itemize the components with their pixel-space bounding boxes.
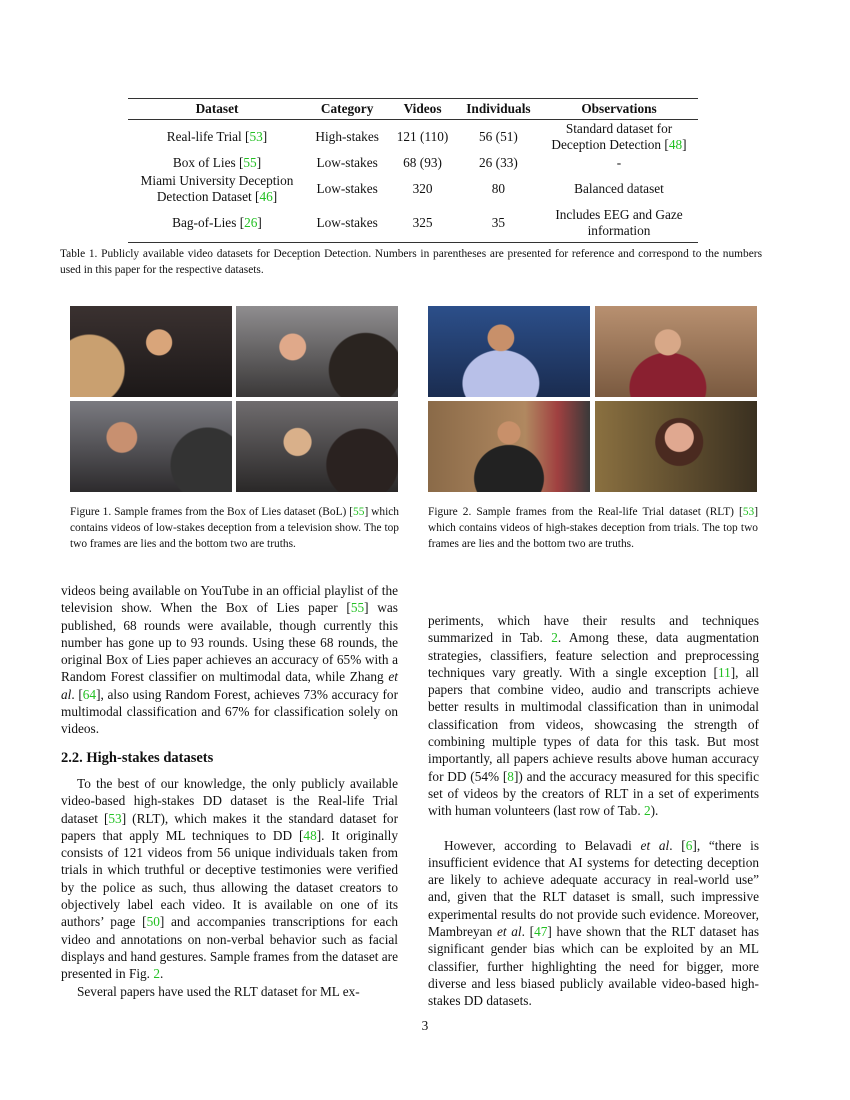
text-run: ] bbox=[682, 137, 687, 152]
cell-videos: 320 bbox=[412, 181, 433, 196]
cell-videos: 325 bbox=[388, 206, 457, 243]
paragraph bbox=[61, 582, 398, 738]
right-column bbox=[428, 612, 759, 1010]
cell-individuals: 80 bbox=[491, 181, 506, 196]
rlt-frame-truth-1 bbox=[428, 401, 590, 492]
cell-dataset bbox=[128, 154, 306, 172]
citation-link[interactable]: 53 bbox=[108, 810, 122, 826]
page-number: 3 bbox=[421, 1018, 429, 1033]
table-row bbox=[128, 172, 698, 206]
citation-link[interactable]: 8 bbox=[507, 768, 514, 784]
text-run: - bbox=[616, 155, 622, 170]
cell-category: Low-stakes bbox=[316, 155, 378, 170]
rlt-frame-truth-2 bbox=[595, 401, 757, 492]
rlt-frame-lie-1 bbox=[428, 306, 590, 397]
datasets-table bbox=[128, 98, 698, 243]
text-run: ). bbox=[650, 803, 659, 819]
text-run: Several papers have used the RLT dataset for ML ex- bbox=[77, 983, 360, 999]
text-run: ] bbox=[272, 189, 278, 204]
text-run: ] bbox=[257, 215, 262, 230]
paragraph bbox=[61, 775, 398, 983]
cell-individuals: 26 (33) bbox=[479, 155, 518, 170]
cell-category: Low-stakes bbox=[316, 181, 378, 196]
citation-link[interactable]: 6 bbox=[685, 837, 693, 853]
rlt-frame-lie-2 bbox=[595, 306, 757, 397]
text-run: Includes EEG and Gaze information bbox=[555, 207, 683, 238]
text-run: Bag-of-Lies [ bbox=[172, 215, 245, 230]
citation-link[interactable]: 53 bbox=[249, 129, 263, 144]
cell-dataset bbox=[128, 172, 306, 206]
cell-individuals: 35 bbox=[457, 206, 540, 243]
text-run: . Among these, data augmentation strategies, classifiers, feature selection and preprocessing techniques vary greatly. With a single exception [ bbox=[428, 630, 759, 680]
text-run: ]) and the accuracy measured for this specific set of videos by the creators of RLT in a set of experiments with human volunteers (last row of Tab. bbox=[428, 768, 759, 819]
text-run: ] was published, 68 rounds were available, though currently this number has gone up to 93 rounds. Using these 68 rounds, the original Box of Lies paper achieves an accuracy of 65% with a Random Forest classifier on multimodal data, while Zhang bbox=[61, 600, 398, 685]
text-run: ]. It originally consists of 121 videos from 56 unique individuals taken from trials in which truthful or deceptive testimonies were verified by the police as such, thus allowing the dataset creators to objectively label each video. It is available on one of its authors’ page [ bbox=[61, 827, 398, 930]
cell-videos: 68 (93) bbox=[403, 155, 442, 170]
cell-individuals: 56 (51) bbox=[479, 129, 518, 144]
citation-link[interactable]: 11 bbox=[717, 664, 731, 680]
citation-link[interactable]: 53 bbox=[742, 506, 755, 518]
text-run: ], “there is insufficient evidence that AI systems for detecting deception are likely to achieve adequate accuracy in real-world use” and, given that the RLT dataset is small, such impressive experimental results do not provide such evidence. Moreover, Mambreyan bbox=[428, 837, 759, 940]
text-run: et al bbox=[640, 837, 670, 853]
text-run: ] and accompanies transcriptions for each video and annotations on non-verbal behavior such as facial displays and hand gestures. Sample frames from the dataset are presented in Fig. bbox=[61, 914, 398, 982]
text-run: . [ bbox=[521, 924, 535, 940]
citation-link[interactable]: 50 bbox=[146, 914, 160, 930]
text-run: Miami University Deception Detection Dataset [ bbox=[140, 173, 294, 204]
cell-category: Low-stakes bbox=[306, 206, 388, 243]
citation-link[interactable]: 48 bbox=[303, 827, 317, 843]
text-run: Box of Lies [ bbox=[172, 155, 244, 170]
table-row bbox=[128, 206, 698, 243]
text-run: Balanced dataset bbox=[574, 181, 664, 196]
text-run: Real-life Trial [ bbox=[166, 129, 250, 144]
cell-observations bbox=[540, 154, 698, 172]
bol-frame-truth-1 bbox=[70, 401, 232, 492]
col-header: Dataset bbox=[128, 99, 306, 120]
text-run: Standard dataset for Deception Detection [ bbox=[551, 121, 673, 152]
bol-frame-lie-2 bbox=[236, 306, 398, 397]
paragraph bbox=[428, 612, 759, 820]
citation-link[interactable]: 55 bbox=[243, 155, 257, 170]
text-run: videos being available on YouTube in an official playlist of the television show. When the Box of Lies paper [ bbox=[61, 583, 398, 616]
text-run: Figure 1. Sample frames from the Box of Lies dataset (BoL) [ bbox=[70, 506, 354, 518]
text-run: ] (RLT), which makes it the standard dataset for papers that apply ML techniques to DD [ bbox=[61, 810, 398, 843]
cell-category: High-stakes bbox=[315, 129, 379, 144]
text-run: ] have shown that the RLT dataset has significant gender bias which can be exploited by an ML classifier, further highlighting the need for bigger, more diverse and less biased publicly available video-based high-stakes DD datasets. bbox=[428, 924, 760, 1009]
table-row bbox=[128, 120, 698, 155]
citation-link[interactable]: 2 bbox=[643, 803, 651, 819]
citation-link[interactable]: 64 bbox=[82, 686, 97, 702]
citation-link[interactable]: 48 bbox=[668, 137, 683, 152]
cell-dataset bbox=[128, 120, 306, 155]
text-run: However, according to Belavadi bbox=[444, 837, 641, 853]
paragraph bbox=[61, 983, 398, 1000]
citation-link[interactable]: 55 bbox=[350, 600, 365, 616]
col-header: Videos bbox=[388, 99, 457, 120]
citation-link[interactable]: 55 bbox=[353, 506, 365, 518]
cell-observations bbox=[540, 120, 698, 155]
text-run: ] which contains videos of high-stakes deception from trials. The top two frames are lies and the bottom two are truths. bbox=[428, 506, 758, 550]
text-run: ], all papers that combine video, audio and transcripts achieve better results in multimodal classification than in unimodal classification from videos, showcasing the strength of combining multiple types of data for this task. But most importantly, all papers achieve results above human accuracy for DD (54% [ bbox=[428, 664, 760, 784]
col-header: Observations bbox=[540, 99, 698, 120]
text-run: ] bbox=[262, 129, 268, 144]
text-run: . [ bbox=[669, 837, 686, 853]
figure-2-caption bbox=[428, 504, 758, 552]
text-run: Table 1. Publicly available video datasets for Deception Detection. Numbers in parentheses are presented for reference and correspond to the numbers used in this paper for the respective datasets. bbox=[60, 248, 762, 276]
citation-link[interactable]: 2 bbox=[153, 966, 160, 982]
cell-videos: 121 (110) bbox=[396, 129, 449, 144]
text-run: ] bbox=[256, 155, 262, 170]
table-header-row bbox=[128, 99, 698, 120]
col-header: Category bbox=[306, 99, 388, 120]
citation-link[interactable]: 46 bbox=[259, 189, 273, 204]
citation-link[interactable]: 26 bbox=[244, 215, 258, 230]
citation-link[interactable]: 2 bbox=[551, 630, 558, 646]
table-caption bbox=[60, 246, 762, 278]
cell-observations bbox=[540, 172, 698, 206]
col-header: Individuals bbox=[457, 99, 540, 120]
bol-frame-lie-1 bbox=[70, 306, 232, 397]
table-row bbox=[128, 154, 698, 172]
figure-1-caption bbox=[70, 504, 399, 552]
text-run: periments, which have their results and techniques summarized in Tab. bbox=[428, 613, 759, 646]
section-heading: 2.2. High-stakes datasets bbox=[61, 749, 214, 766]
text-run: et al bbox=[61, 669, 398, 702]
left-column bbox=[61, 582, 398, 1000]
text-run: . bbox=[159, 966, 164, 982]
citation-link[interactable]: 47 bbox=[534, 924, 548, 940]
text-run: et al bbox=[496, 924, 522, 940]
cell-dataset bbox=[128, 206, 306, 243]
paragraph bbox=[428, 837, 759, 1010]
text-run: . [ bbox=[71, 686, 83, 702]
text-run: ], also using Random Forest, achieves 73% accuracy for multimodal classification and 67% for classification solely on videos. bbox=[61, 686, 399, 737]
bol-frame-truth-2 bbox=[236, 401, 398, 492]
text-run: Figure 2. Sample frames from the Real-life Trial dataset (RLT) [ bbox=[428, 506, 743, 518]
text-run: ] which contains videos of low-stakes deception from a television show. The top two frames are lies and the bottom two are truths. bbox=[70, 506, 399, 550]
text-run: To the best of our knowledge, the only publicly available video-based high-stakes DD dataset is the Real-life Trial dataset [ bbox=[61, 775, 398, 826]
cell-observations bbox=[540, 206, 698, 243]
